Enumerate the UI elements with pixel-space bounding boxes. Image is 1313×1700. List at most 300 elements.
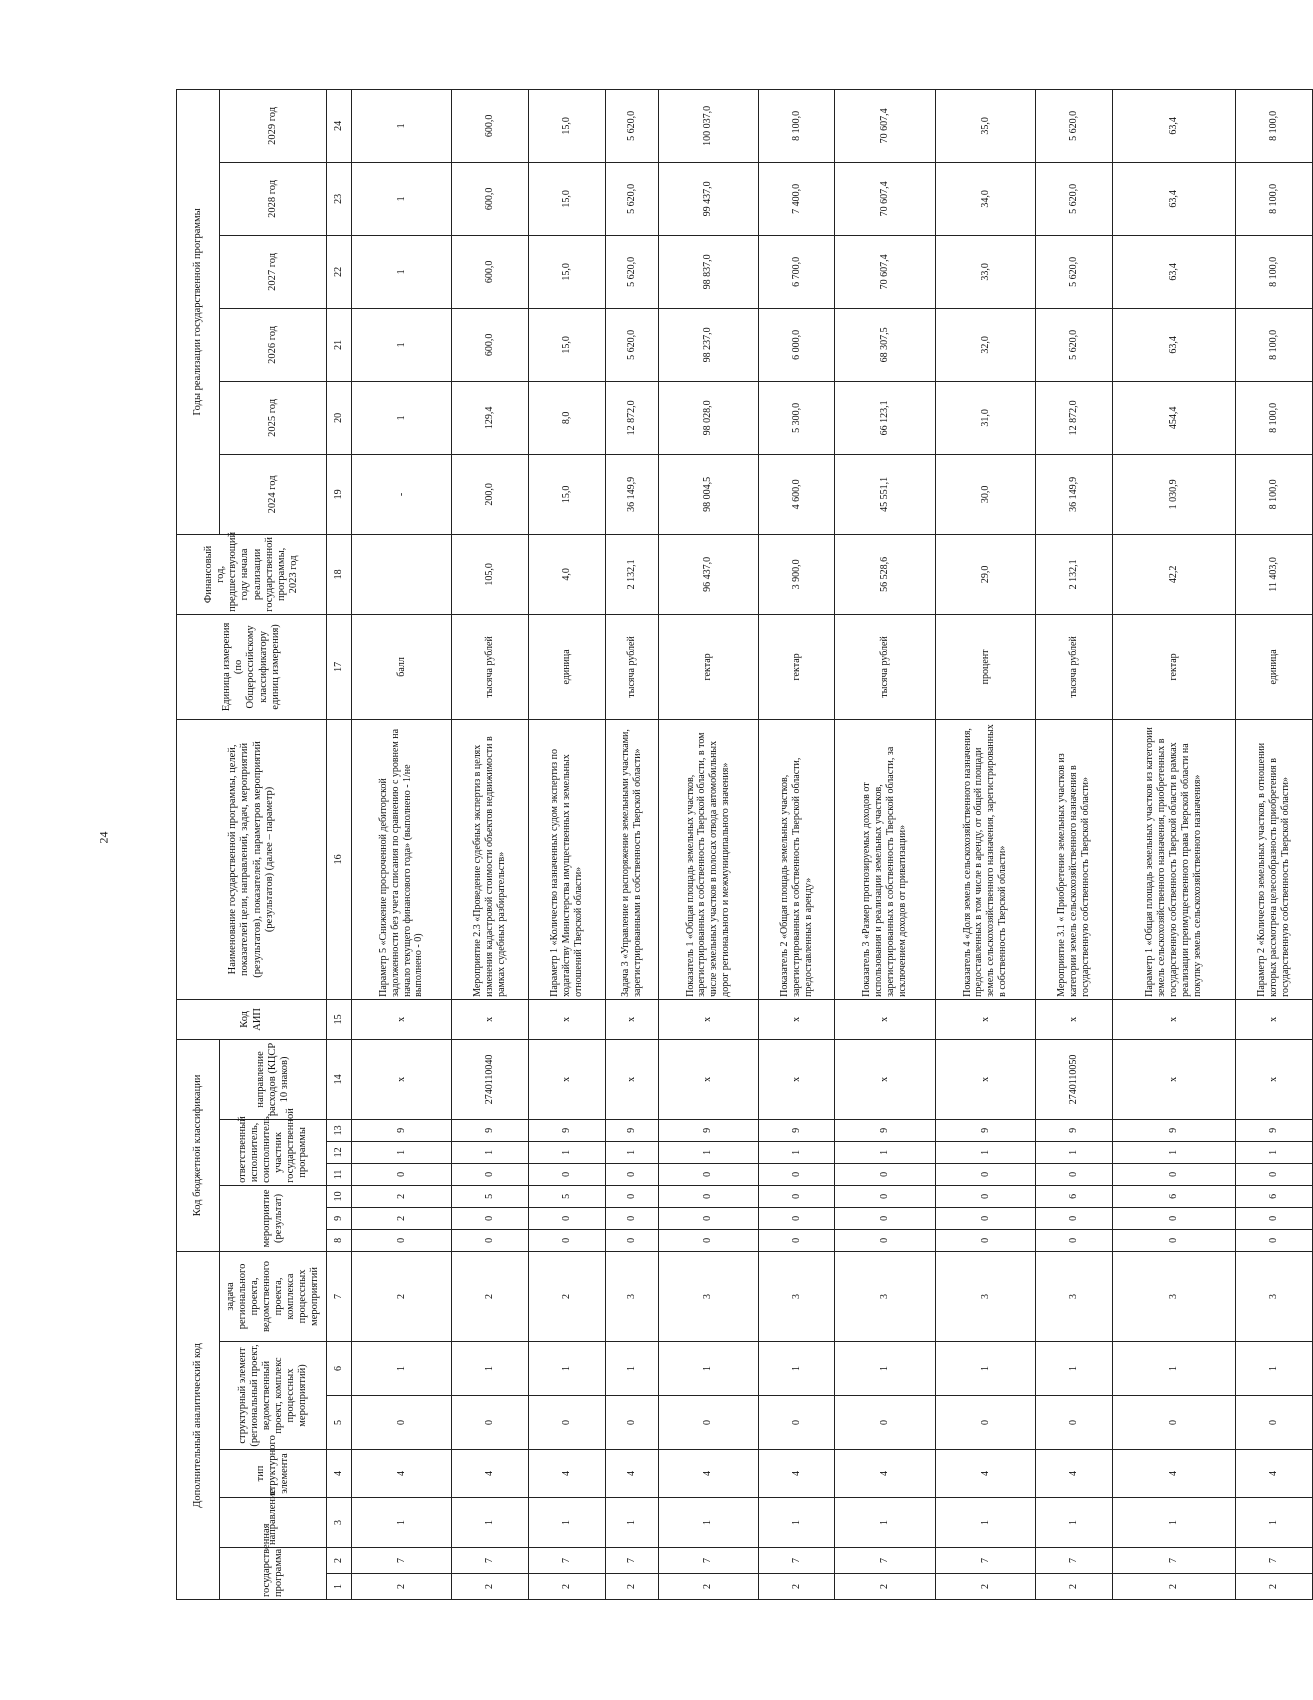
column-number: 13 (327, 1119, 352, 1141)
row-name-cell: Мероприятие 3.1 « Приобретение земельных участков из категории земель сельскохозяйственного назначения в государственную собственность Тверской области» (1035, 719, 1112, 999)
code-cell: 6 (1236, 1185, 1313, 1207)
code-cell: 2 (658, 1574, 758, 1600)
header-merop: мероприятие (результат) (220, 1185, 327, 1251)
code-cell: 9 (1035, 1119, 1112, 1141)
year-value-cell: 8 100,0 (1236, 381, 1313, 454)
year-value-cell: 33,0 (935, 235, 1035, 308)
header-year-2028: 2028 год (220, 162, 327, 235)
code-cell: 1 (758, 1498, 835, 1548)
code-cell: 3 (658, 1251, 758, 1341)
code-cell: x (658, 999, 758, 1039)
code-cell: 0 (605, 1185, 658, 1207)
table-row (605, 89, 658, 1599)
code-cell: 0 (452, 1163, 529, 1185)
column-number: 22 (327, 235, 352, 308)
code-cell: 1 (935, 1498, 1035, 1548)
year-value-cell: 5 620,0 (1035, 235, 1112, 308)
code-cell: x (935, 1039, 1035, 1119)
row-name-cell: Показатель 3 «Размер прогнозируемых доходов от использования и реализации земельных участков, зарегистрированных в собственность Тверской области, за исключением доходов от приватизации» (835, 719, 935, 999)
year-value-cell: 15,0 (528, 308, 605, 381)
year-value-cell: 36 149,9 (1035, 454, 1112, 534)
code-cell: 1 (1112, 1342, 1236, 1396)
header-year-2027: 2027 год (220, 235, 327, 308)
code-cell: x (758, 999, 835, 1039)
year-value-cell: 600,0 (452, 235, 529, 308)
code-cell: 9 (1236, 1119, 1313, 1141)
code-cell: 0 (352, 1229, 452, 1251)
code-cell: 3 (935, 1251, 1035, 1341)
code-cell: 5 (528, 1185, 605, 1207)
code-cell: 5 (452, 1185, 529, 1207)
header-dop-code: Дополнительный аналитический код (177, 1251, 220, 1599)
year-value-cell: 8 100,0 (1236, 89, 1313, 162)
row-name-cell: Параметр 2 «Количество земельных участков, в отношении которых рассмотрена целесообразность приобретения в государственную собственность Тверской области» (1236, 719, 1313, 999)
code-cell: 7 (835, 1548, 935, 1574)
column-number: 2 (327, 1548, 352, 1574)
table-row (1236, 89, 1313, 1599)
year-value-cell: 99 437,0 (658, 162, 758, 235)
year-value-cell: 68 307,5 (835, 308, 935, 381)
code-cell: 0 (835, 1207, 935, 1229)
row-name-cell: Задача 3 «Управление и распоряжение земельными участками, зарегистрированными в собственность Тверской области» (605, 719, 658, 999)
code-cell: x (835, 1039, 935, 1119)
code-cell: 7 (605, 1548, 658, 1574)
header-kod-aip: Код АИП (177, 999, 327, 1039)
fin-year-value-cell: 2 132,1 (605, 534, 658, 614)
column-number: 14 (327, 1039, 352, 1119)
fin-year-value-cell: 96 437,0 (658, 534, 758, 614)
code-cell: x (352, 1039, 452, 1119)
code-cell: x (528, 1039, 605, 1119)
year-value-cell: 34,0 (935, 162, 1035, 235)
code-cell: 7 (352, 1548, 452, 1574)
column-number: 3 (327, 1498, 352, 1548)
year-value-cell: 6 700,0 (758, 235, 835, 308)
code-cell: 2 (452, 1574, 529, 1600)
code-cell: 0 (528, 1229, 605, 1251)
row-name-cell: Показатель 1 «Общая площадь земельных участков, зарегистрированных в собственность Тверской области, в том числе земельных участков в полосах отвода автомобильных дорог регионального и межмуниципального значения» (658, 719, 758, 999)
code-cell: 2 (1035, 1574, 1112, 1600)
code-cell: 1 (835, 1498, 935, 1548)
year-value-cell: 454,4 (1112, 381, 1236, 454)
year-value-cell: 200,0 (452, 454, 529, 534)
column-number: 18 (327, 534, 352, 614)
fin-year-value-cell: 29,0 (935, 534, 1035, 614)
table-row (935, 89, 1035, 1599)
code-cell: 0 (605, 1207, 658, 1229)
column-number: 10 (327, 1185, 352, 1207)
column-number: 4 (327, 1450, 352, 1498)
code-cell: 0 (605, 1396, 658, 1450)
page-number: 24 (96, 831, 111, 844)
row-name-cell: Мероприятие 2.3 «Проведение судебных экспертиз в целях изменения кадастровой стоимости объектов недвижимости в рамках судебных разбирательств» (452, 719, 529, 999)
code-cell: 1 (452, 1342, 529, 1396)
code-cell: 0 (658, 1229, 758, 1251)
year-value-cell: 66 123,1 (835, 381, 935, 454)
code-cell: 6 (1035, 1185, 1112, 1207)
year-value-cell: 5 620,0 (605, 162, 658, 235)
unit-cell: процент (935, 614, 1035, 719)
year-value-cell: 1 030,9 (1112, 454, 1236, 534)
header-gp: государственная программа (220, 1548, 327, 1600)
unit-cell: тысяча рублей (835, 614, 935, 719)
table-row (1112, 89, 1236, 1599)
code-cell: 0 (758, 1396, 835, 1450)
code-cell: 1 (1112, 1141, 1236, 1163)
year-value-cell: 15,0 (528, 162, 605, 235)
code-cell: 2 (1236, 1574, 1313, 1600)
code-cell: 1 (352, 1498, 452, 1548)
year-value-cell: 8,0 (528, 381, 605, 454)
code-cell: 2740110040 (452, 1039, 529, 1119)
code-cell: 0 (935, 1163, 1035, 1185)
code-cell: x (758, 1039, 835, 1119)
code-cell: 0 (758, 1163, 835, 1185)
header-fin-year: Финансовый год, предшествующий году начала реализации государственной программы, 2023 год (177, 534, 327, 614)
code-cell: 1 (528, 1498, 605, 1548)
code-cell: 1 (658, 1342, 758, 1396)
code-cell: 1 (758, 1342, 835, 1396)
column-number: 17 (327, 614, 352, 719)
code-cell: 1 (835, 1141, 935, 1163)
fin-year-value-cell: 105,0 (452, 534, 529, 614)
header-tip: тип структурного элемента (220, 1450, 327, 1498)
table-row (835, 89, 935, 1599)
unit-cell: гектар (1112, 614, 1236, 719)
year-value-cell: 4 600,0 (758, 454, 835, 534)
code-cell: 1 (935, 1141, 1035, 1163)
code-cell: x (1236, 999, 1313, 1039)
fin-year-value-cell: 56 528,6 (835, 534, 935, 614)
code-cell: 4 (935, 1450, 1035, 1498)
table-row (1035, 89, 1112, 1599)
column-number: 8 (327, 1229, 352, 1251)
row-name-cell: Показатель 2 «Общая площадь земельных участков, зарегистрированных в собственность Тверской области, предоставленных в аренду» (758, 719, 835, 999)
header-year-2029: 2029 год (220, 89, 327, 162)
code-cell: 3 (1035, 1251, 1112, 1341)
table-row (352, 89, 452, 1599)
code-cell: 1 (1236, 1498, 1313, 1548)
year-value-cell: 5 620,0 (1035, 89, 1112, 162)
code-cell: 2 (528, 1251, 605, 1341)
year-value-cell: 5 620,0 (1035, 308, 1112, 381)
code-cell: 0 (935, 1185, 1035, 1207)
code-cell: 0 (835, 1229, 935, 1251)
header-name: Наименование государственной программы, целей, показателей цели, направлений, задач, мероприятий (результатов), показателей, параметров мероприятий (результатов) (далее – параметр) (177, 719, 327, 999)
code-cell: 1 (658, 1141, 758, 1163)
year-value-cell: 36 149,9 (605, 454, 658, 534)
code-cell: 2 (352, 1251, 452, 1341)
year-value-cell: 63,4 (1112, 235, 1236, 308)
code-cell: 9 (452, 1119, 529, 1141)
code-cell: 0 (1112, 1229, 1236, 1251)
code-cell: 4 (1035, 1450, 1112, 1498)
code-cell: 1 (605, 1342, 658, 1396)
year-value-cell: 12 872,0 (605, 381, 658, 454)
code-cell: 1 (452, 1141, 529, 1163)
code-cell: 3 (835, 1251, 935, 1341)
year-value-cell: 5 620,0 (1035, 162, 1112, 235)
column-number-row (327, 89, 352, 1599)
code-cell: 0 (452, 1396, 529, 1450)
fin-year-value-cell: 11 403,0 (1236, 534, 1313, 614)
code-cell: 2 (352, 1185, 452, 1207)
code-cell: 1 (352, 1342, 452, 1396)
unit-cell: тысяча рублей (1035, 614, 1112, 719)
code-cell: 9 (758, 1119, 835, 1141)
header-year-2024: 2024 год (220, 454, 327, 534)
code-cell: 3 (1112, 1251, 1236, 1341)
code-cell: 1 (835, 1342, 935, 1396)
year-value-cell: 5 620,0 (605, 308, 658, 381)
year-value-cell: 8 100,0 (1236, 162, 1313, 235)
year-value-cell: 30,0 (935, 454, 1035, 534)
code-cell: 1 (605, 1498, 658, 1548)
code-cell: 0 (658, 1163, 758, 1185)
code-cell: 1 (1035, 1141, 1112, 1163)
code-cell: 1 (1236, 1141, 1313, 1163)
code-cell: 9 (528, 1119, 605, 1141)
column-number: 1 (327, 1574, 352, 1600)
code-cell: 0 (352, 1396, 452, 1450)
year-value-cell: 5 620,0 (605, 235, 658, 308)
column-number: 21 (327, 308, 352, 381)
column-number: 20 (327, 381, 352, 454)
column-number: 16 (327, 719, 352, 999)
code-cell: 0 (528, 1207, 605, 1229)
year-value-cell: 63,4 (1112, 89, 1236, 162)
code-cell: 4 (658, 1450, 758, 1498)
header-struct: структурный элемент (региональный проект, ведомственный проект, комплекс процессных мероприятий) (220, 1342, 327, 1450)
code-cell: 0 (758, 1207, 835, 1229)
code-cell: 0 (935, 1207, 1035, 1229)
code-cell: 7 (658, 1548, 758, 1574)
code-cell: 0 (1236, 1396, 1313, 1450)
code-cell: 0 (658, 1185, 758, 1207)
code-cell: 0 (1236, 1207, 1313, 1229)
row-name-cell: Параметр 1 «Общая площадь земельных участков из категории земель сельскохозяйственного назначения, приобретенных в государственную собственность Тверской области в рамках реализации преимущественного права Тверской области на покупку земель сельскохозяйственного назначения» (1112, 719, 1236, 999)
code-cell: x (1035, 999, 1112, 1039)
year-value-cell: 129,4 (452, 381, 529, 454)
code-cell: x (352, 999, 452, 1039)
code-cell: 2 (352, 1574, 452, 1600)
code-cell: 0 (835, 1396, 935, 1450)
unit-cell: единица (1236, 614, 1313, 719)
year-value-cell: - (352, 454, 452, 534)
fin-year-value-cell (352, 534, 452, 614)
code-cell: 9 (1112, 1119, 1236, 1141)
code-cell: 4 (758, 1450, 835, 1498)
year-value-cell: 7 400,0 (758, 162, 835, 235)
table-row (758, 89, 835, 1599)
year-value-cell: 15,0 (528, 235, 605, 308)
code-cell: 1 (452, 1498, 529, 1548)
column-number: 6 (327, 1342, 352, 1396)
year-value-cell: 1 (352, 308, 452, 381)
fin-year-value-cell: 4,0 (528, 534, 605, 614)
year-value-cell: 98 004,5 (658, 454, 758, 534)
code-cell: 4 (1236, 1450, 1313, 1498)
column-number: 5 (327, 1396, 352, 1450)
fin-year-value-cell: 3 900,0 (758, 534, 835, 614)
column-number: 15 (327, 999, 352, 1039)
code-cell: 0 (1112, 1396, 1236, 1450)
table-row (452, 89, 529, 1599)
code-cell: 1 (935, 1342, 1035, 1396)
code-cell: 3 (1236, 1251, 1313, 1341)
code-cell: 4 (452, 1450, 529, 1498)
header-napr: направление (220, 1498, 327, 1548)
unit-cell: балл (352, 614, 452, 719)
code-cell: 0 (1035, 1207, 1112, 1229)
code-cell: 0 (1236, 1229, 1313, 1251)
code-cell: 1 (758, 1141, 835, 1163)
year-value-cell: 70 607,4 (835, 235, 935, 308)
year-value-cell: 5 300,0 (758, 381, 835, 454)
year-value-cell: 70 607,4 (835, 89, 935, 162)
year-value-cell: 98 028,0 (658, 381, 758, 454)
code-cell: x (1236, 1039, 1313, 1119)
code-cell: x (658, 1039, 758, 1119)
code-cell: 0 (605, 1229, 658, 1251)
code-cell: 0 (528, 1396, 605, 1450)
year-value-cell: 31,0 (935, 381, 1035, 454)
code-cell: 0 (352, 1163, 452, 1185)
code-cell: 2 (758, 1574, 835, 1600)
code-cell: x (605, 999, 658, 1039)
code-cell: 7 (528, 1548, 605, 1574)
code-cell: 1 (658, 1498, 758, 1548)
header-year-2026: 2026 год (220, 308, 327, 381)
code-cell: 0 (935, 1229, 1035, 1251)
code-cell: 9 (658, 1119, 758, 1141)
unit-cell: тысяча рублей (452, 614, 529, 719)
year-value-cell: 1 (352, 162, 452, 235)
code-cell: x (1112, 1039, 1236, 1119)
code-cell: 1 (605, 1141, 658, 1163)
code-cell: 4 (1112, 1450, 1236, 1498)
code-cell: 4 (528, 1450, 605, 1498)
code-cell: 2 (605, 1574, 658, 1600)
column-number: 12 (327, 1141, 352, 1163)
code-cell: 1 (1112, 1498, 1236, 1548)
code-cell: 0 (452, 1207, 529, 1229)
year-value-cell: 5 620,0 (605, 89, 658, 162)
year-value-cell: 600,0 (452, 308, 529, 381)
code-cell: 0 (1112, 1207, 1236, 1229)
code-cell: 0 (658, 1396, 758, 1450)
code-cell: 1 (528, 1342, 605, 1396)
code-cell: 9 (935, 1119, 1035, 1141)
year-value-cell: 8 100,0 (758, 89, 835, 162)
fin-year-value-cell: 42,2 (1112, 534, 1236, 614)
code-cell: 0 (1035, 1396, 1112, 1450)
code-cell: 0 (758, 1185, 835, 1207)
code-cell: 0 (935, 1396, 1035, 1450)
rotated-page-content (176, 90, 1292, 1600)
header-year-2025: 2025 год (220, 381, 327, 454)
unit-cell: тысяча рублей (605, 614, 658, 719)
code-cell: 2740110050 (1035, 1039, 1112, 1119)
code-cell: x (605, 1039, 658, 1119)
year-value-cell: 600,0 (452, 162, 529, 235)
year-value-cell: 600,0 (452, 89, 529, 162)
code-cell: 2 (835, 1574, 935, 1600)
code-cell: 0 (1035, 1163, 1112, 1185)
code-cell: 0 (835, 1163, 935, 1185)
code-cell: 0 (452, 1229, 529, 1251)
code-cell: 4 (352, 1450, 452, 1498)
code-cell: 4 (605, 1450, 658, 1498)
header-years-group: Годы реализации государственной программы (177, 89, 220, 534)
year-value-cell: 1 (352, 381, 452, 454)
table-row (658, 89, 758, 1599)
table-body (352, 89, 1313, 1599)
fin-year-value-cell: 2 132,1 (1035, 534, 1112, 614)
column-number: 19 (327, 454, 352, 534)
year-value-cell: 35,0 (935, 89, 1035, 162)
year-value-cell: 70 607,4 (835, 162, 935, 235)
code-cell: 1 (352, 1141, 452, 1163)
year-value-cell: 100 037,0 (658, 89, 758, 162)
row-name-cell: Параметр 5 «Снижение просроченной дебиторской задолженности без учета списания по сравнению с уровнем на начало текущего финансового года» (выполнено - 1/не выполнено - 0) (352, 719, 452, 999)
header-otv: ответственный исполнитель, соисполнитель, участник государственной программы (220, 1119, 327, 1185)
year-value-cell: 12 872,0 (1035, 381, 1112, 454)
year-value-cell: 32,0 (935, 308, 1035, 381)
code-cell: 9 (605, 1119, 658, 1141)
code-cell: x (1112, 999, 1236, 1039)
code-cell: 6 (1112, 1185, 1236, 1207)
code-cell: 0 (658, 1207, 758, 1229)
unit-cell: единица (528, 614, 605, 719)
year-value-cell: 8 100,0 (1236, 454, 1313, 534)
code-cell: 3 (605, 1251, 658, 1341)
code-cell: 0 (1112, 1163, 1236, 1185)
code-cell: 0 (1035, 1229, 1112, 1251)
table-row (528, 89, 605, 1599)
year-value-cell: 63,4 (1112, 162, 1236, 235)
header-zadacha: задача регионального проекта, ведомственного проекта, комплекса процессных мероприятий (220, 1251, 327, 1341)
header-budget-code: Код бюджетной классификации (177, 1039, 220, 1251)
code-cell: 7 (1035, 1548, 1112, 1574)
unit-cell: гектар (658, 614, 758, 719)
code-cell: x (835, 999, 935, 1039)
column-number: 23 (327, 162, 352, 235)
code-cell: 7 (758, 1548, 835, 1574)
code-cell: 1 (528, 1141, 605, 1163)
column-number: 7 (327, 1251, 352, 1341)
column-number: 9 (327, 1207, 352, 1229)
code-cell: 0 (758, 1229, 835, 1251)
year-value-cell: 1 (352, 89, 452, 162)
code-cell: x (935, 999, 1035, 1039)
code-cell: 0 (605, 1163, 658, 1185)
code-cell: x (528, 999, 605, 1039)
year-value-cell: 15,0 (528, 454, 605, 534)
code-cell: 7 (1236, 1548, 1313, 1574)
year-value-cell: 1 (352, 235, 452, 308)
year-value-cell: 8 100,0 (1236, 308, 1313, 381)
year-value-cell: 15,0 (528, 89, 605, 162)
program-table (176, 89, 1313, 1600)
year-value-cell: 98 237,0 (658, 308, 758, 381)
code-cell: 4 (835, 1450, 935, 1498)
code-cell: 9 (352, 1119, 452, 1141)
code-cell: 0 (835, 1185, 935, 1207)
code-cell: 2 (935, 1574, 1035, 1600)
code-cell: 2 (1112, 1574, 1236, 1600)
code-cell: 1 (1236, 1342, 1313, 1396)
